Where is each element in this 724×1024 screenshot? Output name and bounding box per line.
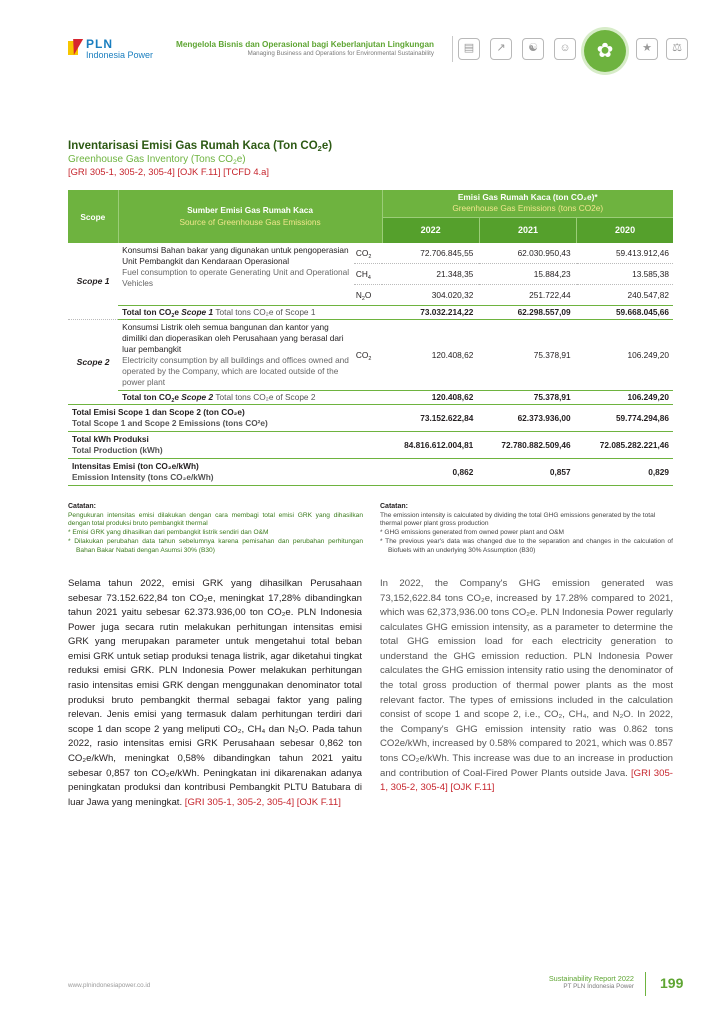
- page-number: 199: [660, 975, 684, 991]
- paragraph-reference: [GRI 305-1, 305-2, 305-4] [OJK F.11]: [380, 767, 673, 794]
- value-cell: 0,829: [577, 458, 673, 485]
- page-header: [0, 0, 724, 86]
- pln-logo: [68, 38, 153, 60]
- value-cell: 62.298.557,09: [479, 305, 576, 319]
- pln-logo-icon: [68, 39, 82, 57]
- total-kwh-label: Total kWh Produksi Total Production (kWh): [68, 431, 382, 458]
- nav-divider: [452, 36, 453, 62]
- total-kwh-row: [68, 431, 673, 458]
- notes-item: * GHG emissions generated from owned power plant and O&M: [380, 529, 564, 537]
- total-emission-label: Total Emisi Scope 1 dan Scope 2 (ton CO₂e) Total Scope 1 and Scope 2 Emissions (tons CO²e): [68, 404, 382, 431]
- value-cell: 84.816.612.004,81: [382, 431, 479, 458]
- chapter-title-id: Mengelola Bisnis dan Operasional bagi Keberlanjutan Lingkungan: [176, 40, 434, 49]
- gas-co2: $CO_2$: [355, 349, 372, 362]
- paragraph-text: In 2022, the Company's GHG emission generated was 73,152,622.84 tons CO₂e, increased by 17.28% compared to 2021, which was 62,373,936.00 tons CO₂e. PLN Indonesia Power regularly calculates GHG emission intensity, as a parameter to determine the total GHG emission load for each electricity generation to understand the GHG emission reduction. PLN Indonesia Power calculates the GHG emission intensity ratio using the denominator of the total gross production of thermal power plants as the most relevant factor. The types of emissions included in the calculation consist of scope 1 and scope 2, i.e., CO₂, CH₄, and N₂O. In 2022, the Company's GHG emission intensity ratio was 0.862 tons CO2e/kWh, increased by 0.58% compared to 2021, which was 0.857 tons CO₂e/kWh. This increase was due to an increase in production and contribution of Coal-Fired Power Plants outside Java.: [380, 578, 673, 779]
- paragraph-text: Selama tahun 2022, emisi GRK yang dihasilkan Perusahaan sebesar 73.152.622,84 ton CO₂e, meningkat 17,28% dibandingkan tahun 2021 yaitu sebesar 62.373.936,00 ton CO₂e. PLN Indonesia Power juga secara rutin melakukan perhitungan intensitas emisi GRK yang merupakan parameter untuk mengetahui total beban emisi GRK untuk setiap produksi tenaga listrik, agar diketahui tingkat reduksi emisi GRK. PLN Indonesia Power melakukan perhitungan rasio intensitas emisi GRK dengan menggunakan denominator total produksi bruto pembangkit thermal sebagai faktor yang paling relevan. Jenis emisi yang termasuk dalam perhitungan terdiri dari scope 1 dan scope 2 yang meliputi CO₂, CH₄ dan N₂O. Pada tahun 2022, rasio intensitas emisi GRK Perusahaan sebesar 0,862 ton CO₂e/kWh, meningkat 0,58% dibandingkan tahun 2021 yaitu sebesar 0,857 ton CO₂e/kWh. Peningkatan ini dikarenakan adanya peningkatan produksi dan kontribusi Pembangkit PLTU Batubara di luar Jawa yang meningkat.: [68, 578, 362, 808]
- scope-1-total-label: Total ton $CO_2e$ Scope 1 Total tons CO₂e of Scope 1: [118, 305, 382, 319]
- value-cell: 62.030.950,43: [479, 243, 576, 263]
- table-row: [68, 243, 673, 263]
- award-icon[interactable]: ★: [636, 38, 658, 60]
- value-cell: 251.722,44: [529, 289, 571, 300]
- value-cell: 62.373.936,00: [479, 404, 576, 431]
- people-icon[interactable]: ☺: [554, 38, 576, 60]
- logo-brand: PLN: [86, 37, 113, 51]
- chapter-title-en: Managing Business and Operations for Environmental Sustainability: [247, 50, 434, 57]
- notes-item: * Dilakukan perubahan data tahun sebelumnya karena pemisahan dan perubahan perhitungan Bahan Bakar Nabati dengan Asumsi 30% (B30): [68, 538, 363, 555]
- paragraph-id: [68, 577, 362, 810]
- handshake-icon[interactable]: ☯: [522, 38, 544, 60]
- value-cell: 0,862: [382, 458, 479, 485]
- growth-chart-icon[interactable]: ↗: [490, 38, 512, 60]
- section-title-en: Greenhouse Gas Inventory (Tons $CO_2e$): [68, 153, 246, 166]
- section-references: [GRI 305-1, 305-2, 305-4] [OJK F.11] [TCFD 4.a]: [68, 165, 269, 177]
- document-icon[interactable]: ▤: [458, 38, 480, 60]
- notes-title: Catatan:: [380, 503, 409, 510]
- scope-2-label: Scope 2: [68, 319, 118, 404]
- col-scope-header: Scope: [68, 190, 118, 243]
- intensity-row: [68, 458, 673, 485]
- value-cell: 59.413.912,46: [577, 243, 673, 263]
- paragraph-en: [380, 577, 673, 796]
- notes-item: * The previous year's data was changed due to the separation and changes in the calculation of Biofuels with an underlying 30% Assumption (B30): [380, 538, 673, 555]
- section-heading: [68, 140, 332, 177]
- intensity-label: Intensitas Emisi (ton CO₂e/kWh) Emission Intensity (tons CO₂e/kWh): [68, 458, 382, 485]
- value-cell: 59.668.045,66: [577, 305, 673, 319]
- footer-divider: [645, 972, 646, 996]
- notes-body: The emission intensity is calculated by dividing the total GHG emissions generated by the total thermal power plant gross production: [380, 511, 656, 528]
- year-2021-header: 2021: [479, 217, 576, 243]
- notes-title: Catatan:: [68, 503, 97, 510]
- scope-2-total-label: Total ton $CO_2e$ Scope 2 Total tons CO₂e of Scope 2: [118, 390, 382, 404]
- scope-1-total-row: [68, 305, 673, 319]
- value-cell: 75.378,91: [479, 390, 576, 404]
- ghg-inventory-table: [68, 190, 673, 486]
- value-cell: 106.249,20: [627, 349, 669, 360]
- table-row: [68, 319, 673, 390]
- gas-n2o: $N_2O$: [355, 289, 372, 302]
- paragraph-reference: [GRI 305-1, 305-2, 305-4] [OJK F.11]: [184, 796, 341, 808]
- value-cell: 72.706.845,55: [382, 243, 479, 263]
- col-emissions-header: Emisi Gas Rumah Kaca (ton CO₂e)* Greenhouse Gas Emissions (tons CO2e): [382, 190, 673, 217]
- chapter-title: [176, 40, 434, 57]
- value-cell: 59.774.294,86: [577, 404, 673, 431]
- value-cell: 15.884,23: [479, 263, 576, 284]
- scope-1-source: Konsumsi Bahan bakar yang digunakan untuk pengoperasian Unit Pembangkit dan Kendaraan Operasional Fuel consumption to operate Generating Unit and Operational Vehicles: [118, 243, 354, 305]
- gas-ch4: $CH_4$: [354, 263, 382, 284]
- notes-item: * Emisi GRK yang dihasilkan dari pembangkit listrik sendiri dan O&M: [68, 529, 269, 537]
- value-cell: 0,857: [479, 458, 576, 485]
- governance-icon[interactable]: ⚖: [666, 38, 688, 60]
- notes-en: [380, 502, 673, 556]
- value-cell: 73.152.622,84: [382, 404, 479, 431]
- scope-2-total-row: [68, 390, 673, 404]
- footer-url[interactable]: www.plnindonesiapower.co.id: [68, 982, 151, 989]
- total-emission-row: [68, 404, 673, 431]
- value-cell: 120.408,62: [382, 390, 479, 404]
- value-cell: 21.348,35: [382, 263, 479, 284]
- notes-body: Pengukuran intensitas emisi dilakukan dengan cara membagi total emisi GRK yang dihasilkan dengan total produksi bruto pembangkit thermal: [68, 511, 363, 528]
- year-2020-header: 2020: [577, 217, 673, 243]
- value-cell: 304.020,32: [431, 289, 474, 300]
- scope-1-label: Scope 1: [68, 243, 118, 319]
- chapter-nav: [452, 30, 692, 70]
- value-cell: 72.085.282.221,46: [577, 431, 673, 458]
- scope-2-source: Konsumsi Listrik oleh semua bangunan dan kantor yang dimiliki dan dioperasikan oleh Perusahaan yang berasal dari luar pembangkit Electricity consumption by all buildings and offices owned and operated by the Company, which are located outside of the power plant: [122, 321, 349, 387]
- section-title-id: Inventarisasi Emisi Gas Rumah Kaca (Ton $CO_2e$): [68, 140, 333, 153]
- value-cell: 240.547,82: [627, 289, 669, 300]
- year-2022-header: 2022: [382, 217, 479, 243]
- col-source-header: Sumber Emisi Gas Rumah Kaca Source of Greenhouse Gas Emissions: [118, 190, 382, 243]
- value-cell: 120.408,62: [431, 349, 474, 360]
- environment-hand-icon[interactable]: ✿: [584, 30, 626, 72]
- value-cell: 13.585,38: [577, 263, 673, 284]
- notes-id: [68, 502, 363, 556]
- footer-report: [549, 974, 634, 992]
- value-cell: 72.780.882.509,46: [479, 431, 576, 458]
- value-cell: 106.249,20: [577, 390, 673, 404]
- footer-company: PT PLN Indonesia Power: [563, 983, 634, 991]
- value-cell: 75.378,91: [533, 349, 571, 360]
- footer-report-title: Sustainability Report 2022: [548, 974, 634, 983]
- gas-co2: $CO_2$: [354, 243, 382, 263]
- logo-subtitle: Indonesia Power: [86, 50, 154, 60]
- value-cell: 73.032.214,22: [382, 305, 479, 319]
